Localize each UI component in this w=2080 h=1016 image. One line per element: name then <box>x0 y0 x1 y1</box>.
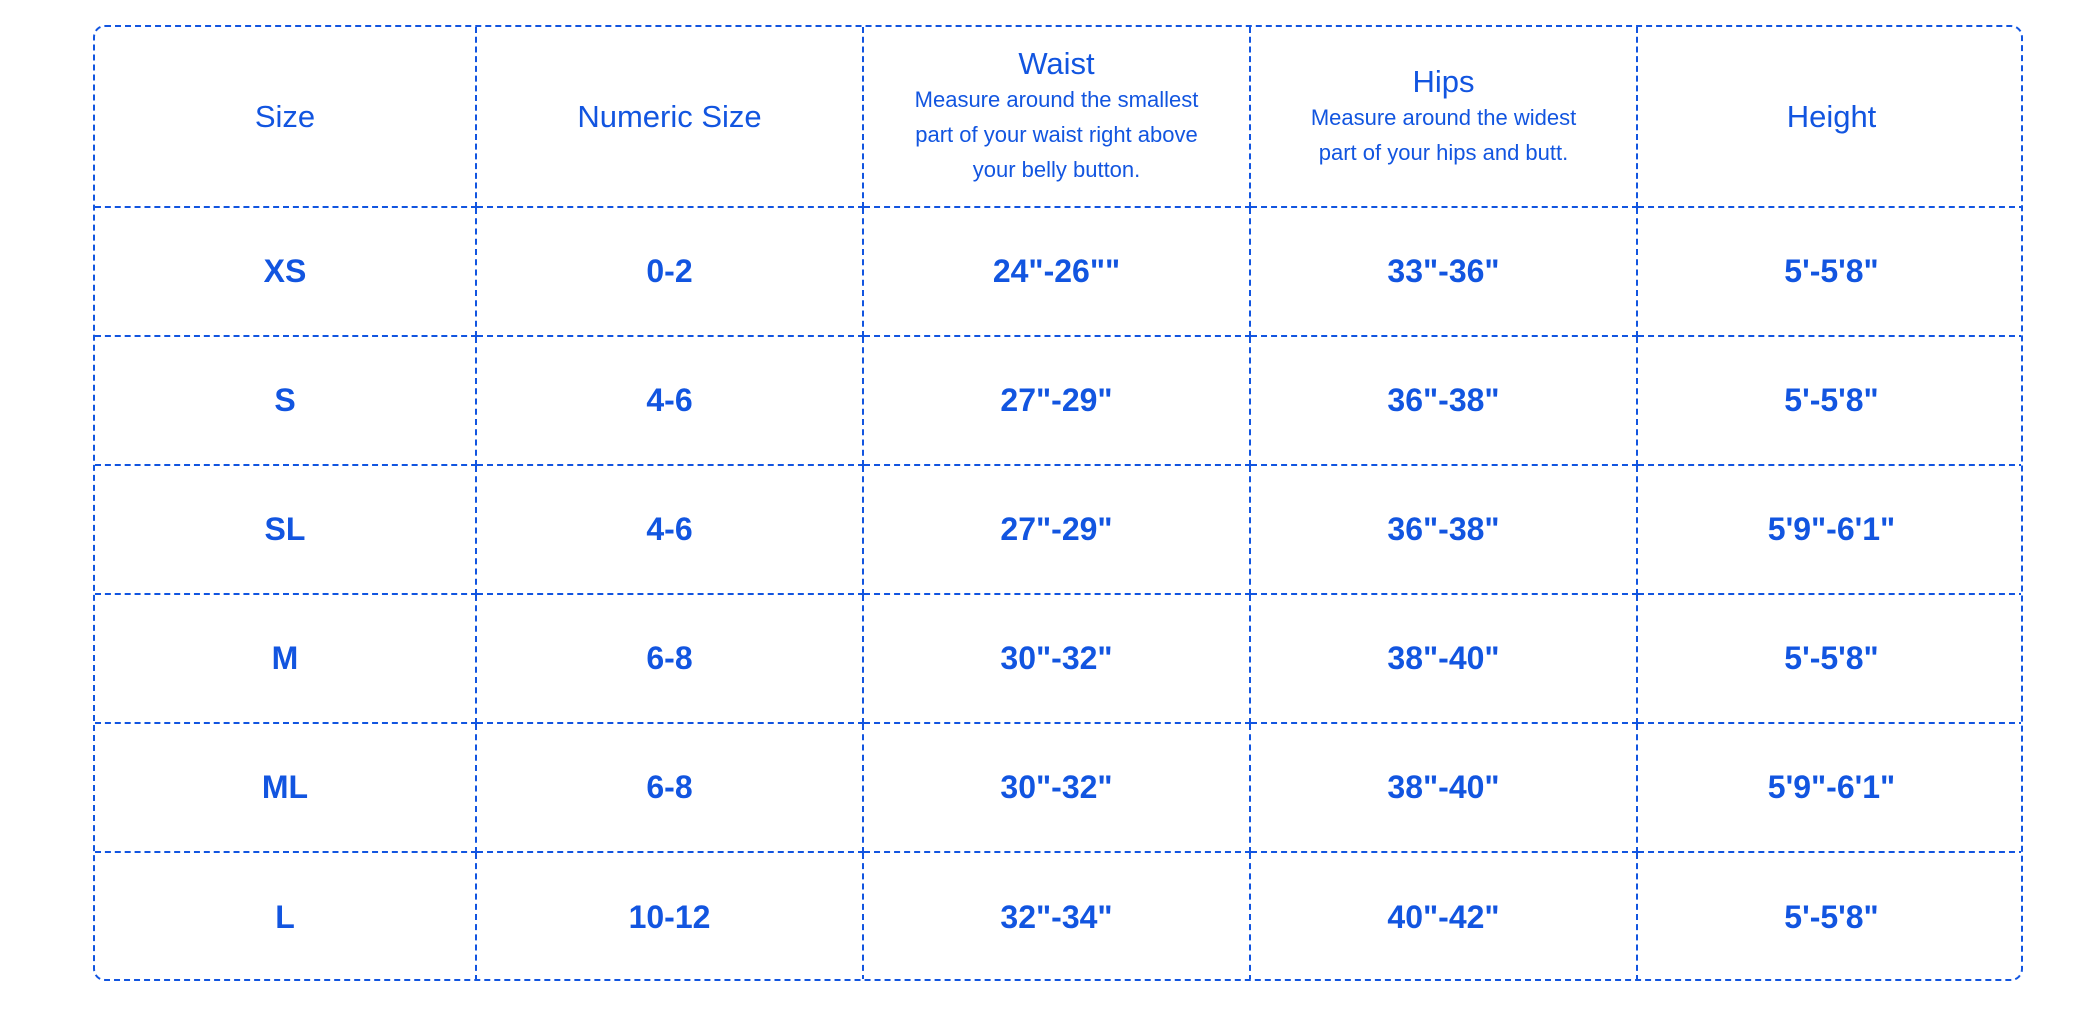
cell-waist: 32"-34" <box>863 852 1250 981</box>
cell-hips: 40"-42" <box>1250 852 1637 981</box>
cell-size: SL <box>95 465 476 594</box>
header-waist <box>863 27 1250 207</box>
cell-height: 5'-5'8" <box>1637 594 2023 723</box>
header-size-label: Size <box>254 98 316 134</box>
table-row <box>95 207 2023 336</box>
cell-hips: 36"-38" <box>1250 465 1637 594</box>
cell-size: ML <box>95 723 476 852</box>
size-chart <box>93 25 2023 981</box>
cell-height: 5'9"-6'1" <box>1637 723 2023 852</box>
size-chart-table <box>95 27 2023 981</box>
cell-size: M <box>95 594 476 723</box>
cell-height: 5'-5'8" <box>1637 207 2023 336</box>
cell-waist: 27"-29" <box>863 336 1250 465</box>
header-waist-description: Measure around the smallest part of your waist right above your belly button. <box>914 87 1199 182</box>
cell-size: XS <box>95 207 476 336</box>
cell-hips: 38"-40" <box>1250 594 1637 723</box>
header-numeric-size <box>476 27 863 207</box>
cell-numeric-size: 4-6 <box>476 465 863 594</box>
header-waist-label: Waist <box>1018 46 1095 81</box>
cell-waist: 30"-32" <box>863 723 1250 852</box>
cell-numeric-size: 10-12 <box>476 852 863 981</box>
table-row <box>95 852 2023 981</box>
header-height <box>1637 27 2023 207</box>
header-size <box>95 27 476 207</box>
table-row <box>95 336 2023 465</box>
cell-hips: 38"-40" <box>1250 723 1637 852</box>
header-hips-label: Hips <box>1412 63 1475 99</box>
cell-hips: 36"-38" <box>1250 336 1637 465</box>
cell-numeric-size: 6-8 <box>476 723 863 852</box>
table-row <box>95 465 2023 594</box>
cell-height: 5'-5'8" <box>1637 852 2023 981</box>
header-height-label: Height <box>1786 98 1877 134</box>
cell-numeric-size: 6-8 <box>476 594 863 723</box>
cell-hips: 33"-36" <box>1250 207 1637 336</box>
cell-waist: 27"-29" <box>863 465 1250 594</box>
cell-waist: 30"-32" <box>863 594 1250 723</box>
cell-height: 5'9"-6'1" <box>1637 465 2023 594</box>
cell-waist: 24"-26"" <box>863 207 1250 336</box>
header-hips <box>1250 27 1637 207</box>
table-row <box>95 723 2023 852</box>
header-row <box>95 27 2023 207</box>
cell-height: 5'-5'8" <box>1637 336 2023 465</box>
header-hips-description: Measure around the widest part of your hips and butt. <box>1310 104 1577 165</box>
cell-size: S <box>95 336 476 465</box>
cell-numeric-size: 0-2 <box>476 207 863 336</box>
table-row <box>95 594 2023 723</box>
cell-size: L <box>95 852 476 981</box>
header-numeric-size-label: Numeric Size <box>577 98 762 134</box>
cell-numeric-size: 4-6 <box>476 336 863 465</box>
